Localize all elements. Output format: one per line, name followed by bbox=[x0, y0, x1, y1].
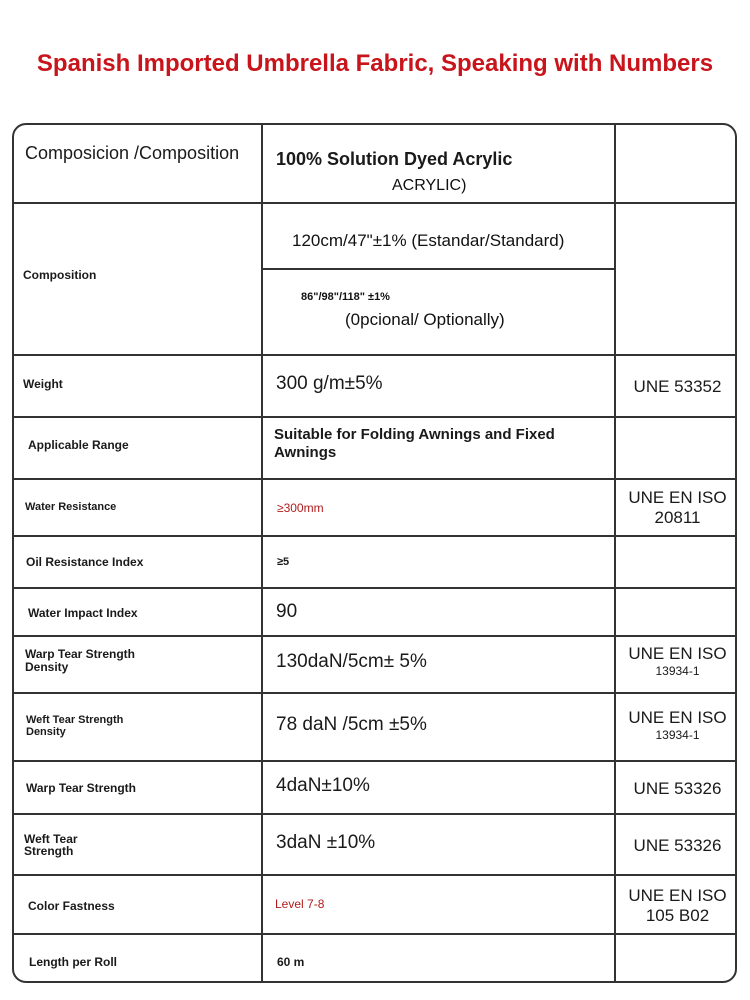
standard-color-line2: 105 B02 bbox=[645, 906, 710, 925]
page-title: Spanish Imported Umbrella Fabric, Speaking with Numbers bbox=[36, 50, 714, 77]
value-composition-line2: ACRYLIC) bbox=[392, 177, 467, 194]
row-divider bbox=[14, 760, 735, 762]
row-label-weft-density-line2: Density bbox=[26, 726, 66, 738]
row-label-oil-resistance: Oil Resistance Index bbox=[26, 555, 144, 569]
value-width-standard: 120cm/47"±1% (Estandar/Standard) bbox=[292, 231, 565, 250]
row-label-weft-density-line1: Weft Tear Strength bbox=[26, 714, 124, 726]
value-color-fastness: Level 7-8 bbox=[275, 897, 325, 911]
value-applicable-range: Suitable for Folding Awnings and Fixed Awnings bbox=[274, 426, 555, 461]
cell-divider bbox=[262, 268, 615, 270]
row-divider bbox=[14, 692, 735, 694]
row-divider bbox=[14, 354, 735, 356]
column-divider bbox=[261, 125, 263, 981]
standard-weft-tear: UNE 53326 bbox=[633, 836, 722, 855]
value-oil-resistance: ≥5 bbox=[277, 556, 290, 568]
value-width-options: 86"/98"/118" ±1% bbox=[301, 291, 390, 303]
value-water-resistance: ≥300mm bbox=[277, 501, 324, 515]
row-label-composition: Composicion /Composition bbox=[25, 143, 240, 163]
row-label-water-impact: Water Impact Index bbox=[28, 606, 138, 620]
row-divider bbox=[14, 202, 735, 204]
row-label-warp-tear: Warp Tear Strength bbox=[26, 781, 137, 795]
standard-warp-density-line2: 13934-1 bbox=[655, 664, 700, 678]
row-divider bbox=[14, 813, 735, 815]
row-label-applicable-range: Applicable Range bbox=[28, 438, 129, 452]
value-weft-tear: 3daN ±10% bbox=[276, 832, 376, 853]
row-divider bbox=[14, 535, 735, 537]
standard-weight: UNE 53352 bbox=[633, 377, 722, 396]
row-divider bbox=[14, 635, 735, 637]
row-label-length-per-roll: Length per Roll bbox=[29, 955, 117, 969]
standard-weft-density-line2: 13934-1 bbox=[655, 728, 700, 742]
row-label-weft-tear-line1: Weft Tear bbox=[24, 832, 78, 846]
value-water-impact: 90 bbox=[276, 601, 298, 622]
row-divider bbox=[14, 478, 735, 480]
standard-water-line1: UNE EN ISO bbox=[628, 488, 727, 507]
standard-weft-density-line1: UNE EN ISO bbox=[628, 708, 727, 727]
row-divider bbox=[14, 587, 735, 589]
row-label-weft-tear-line2: Strength bbox=[24, 844, 74, 858]
value-length-per-roll: 60 m bbox=[277, 955, 305, 969]
row-label-warp-density-line1: Warp Tear Strength bbox=[25, 647, 136, 661]
row-label-color-fastness: Color Fastness bbox=[28, 899, 115, 913]
value-warp-density: 130daN/5cm± 5% bbox=[276, 651, 427, 672]
value-weight: 300 g/m±5% bbox=[276, 373, 383, 394]
value-composition: 100% Solution Dyed Acrylic bbox=[276, 149, 513, 169]
value-weft-density: 78 daN /5cm ±5% bbox=[276, 714, 427, 735]
row-divider bbox=[14, 416, 735, 418]
standard-warp-tear: UNE 53326 bbox=[633, 779, 722, 798]
value-warp-tear: 4daN±10% bbox=[276, 775, 370, 796]
row-divider bbox=[14, 874, 735, 876]
row-divider bbox=[14, 933, 735, 935]
row-label-composition-width: Composition bbox=[23, 268, 97, 282]
row-label-warp-density-line2: Density bbox=[25, 660, 69, 674]
standard-warp-density-line1: UNE EN ISO bbox=[628, 644, 727, 663]
row-label-weight: Weight bbox=[23, 377, 63, 391]
value-width-optional: (0pcional/ Optionally) bbox=[345, 310, 505, 329]
spec-table bbox=[12, 123, 737, 983]
row-label-water-resistance: Water Resistance bbox=[25, 501, 117, 513]
standard-color-line1: UNE EN ISO bbox=[628, 886, 727, 905]
standard-water-line2: 20811 bbox=[654, 508, 701, 527]
